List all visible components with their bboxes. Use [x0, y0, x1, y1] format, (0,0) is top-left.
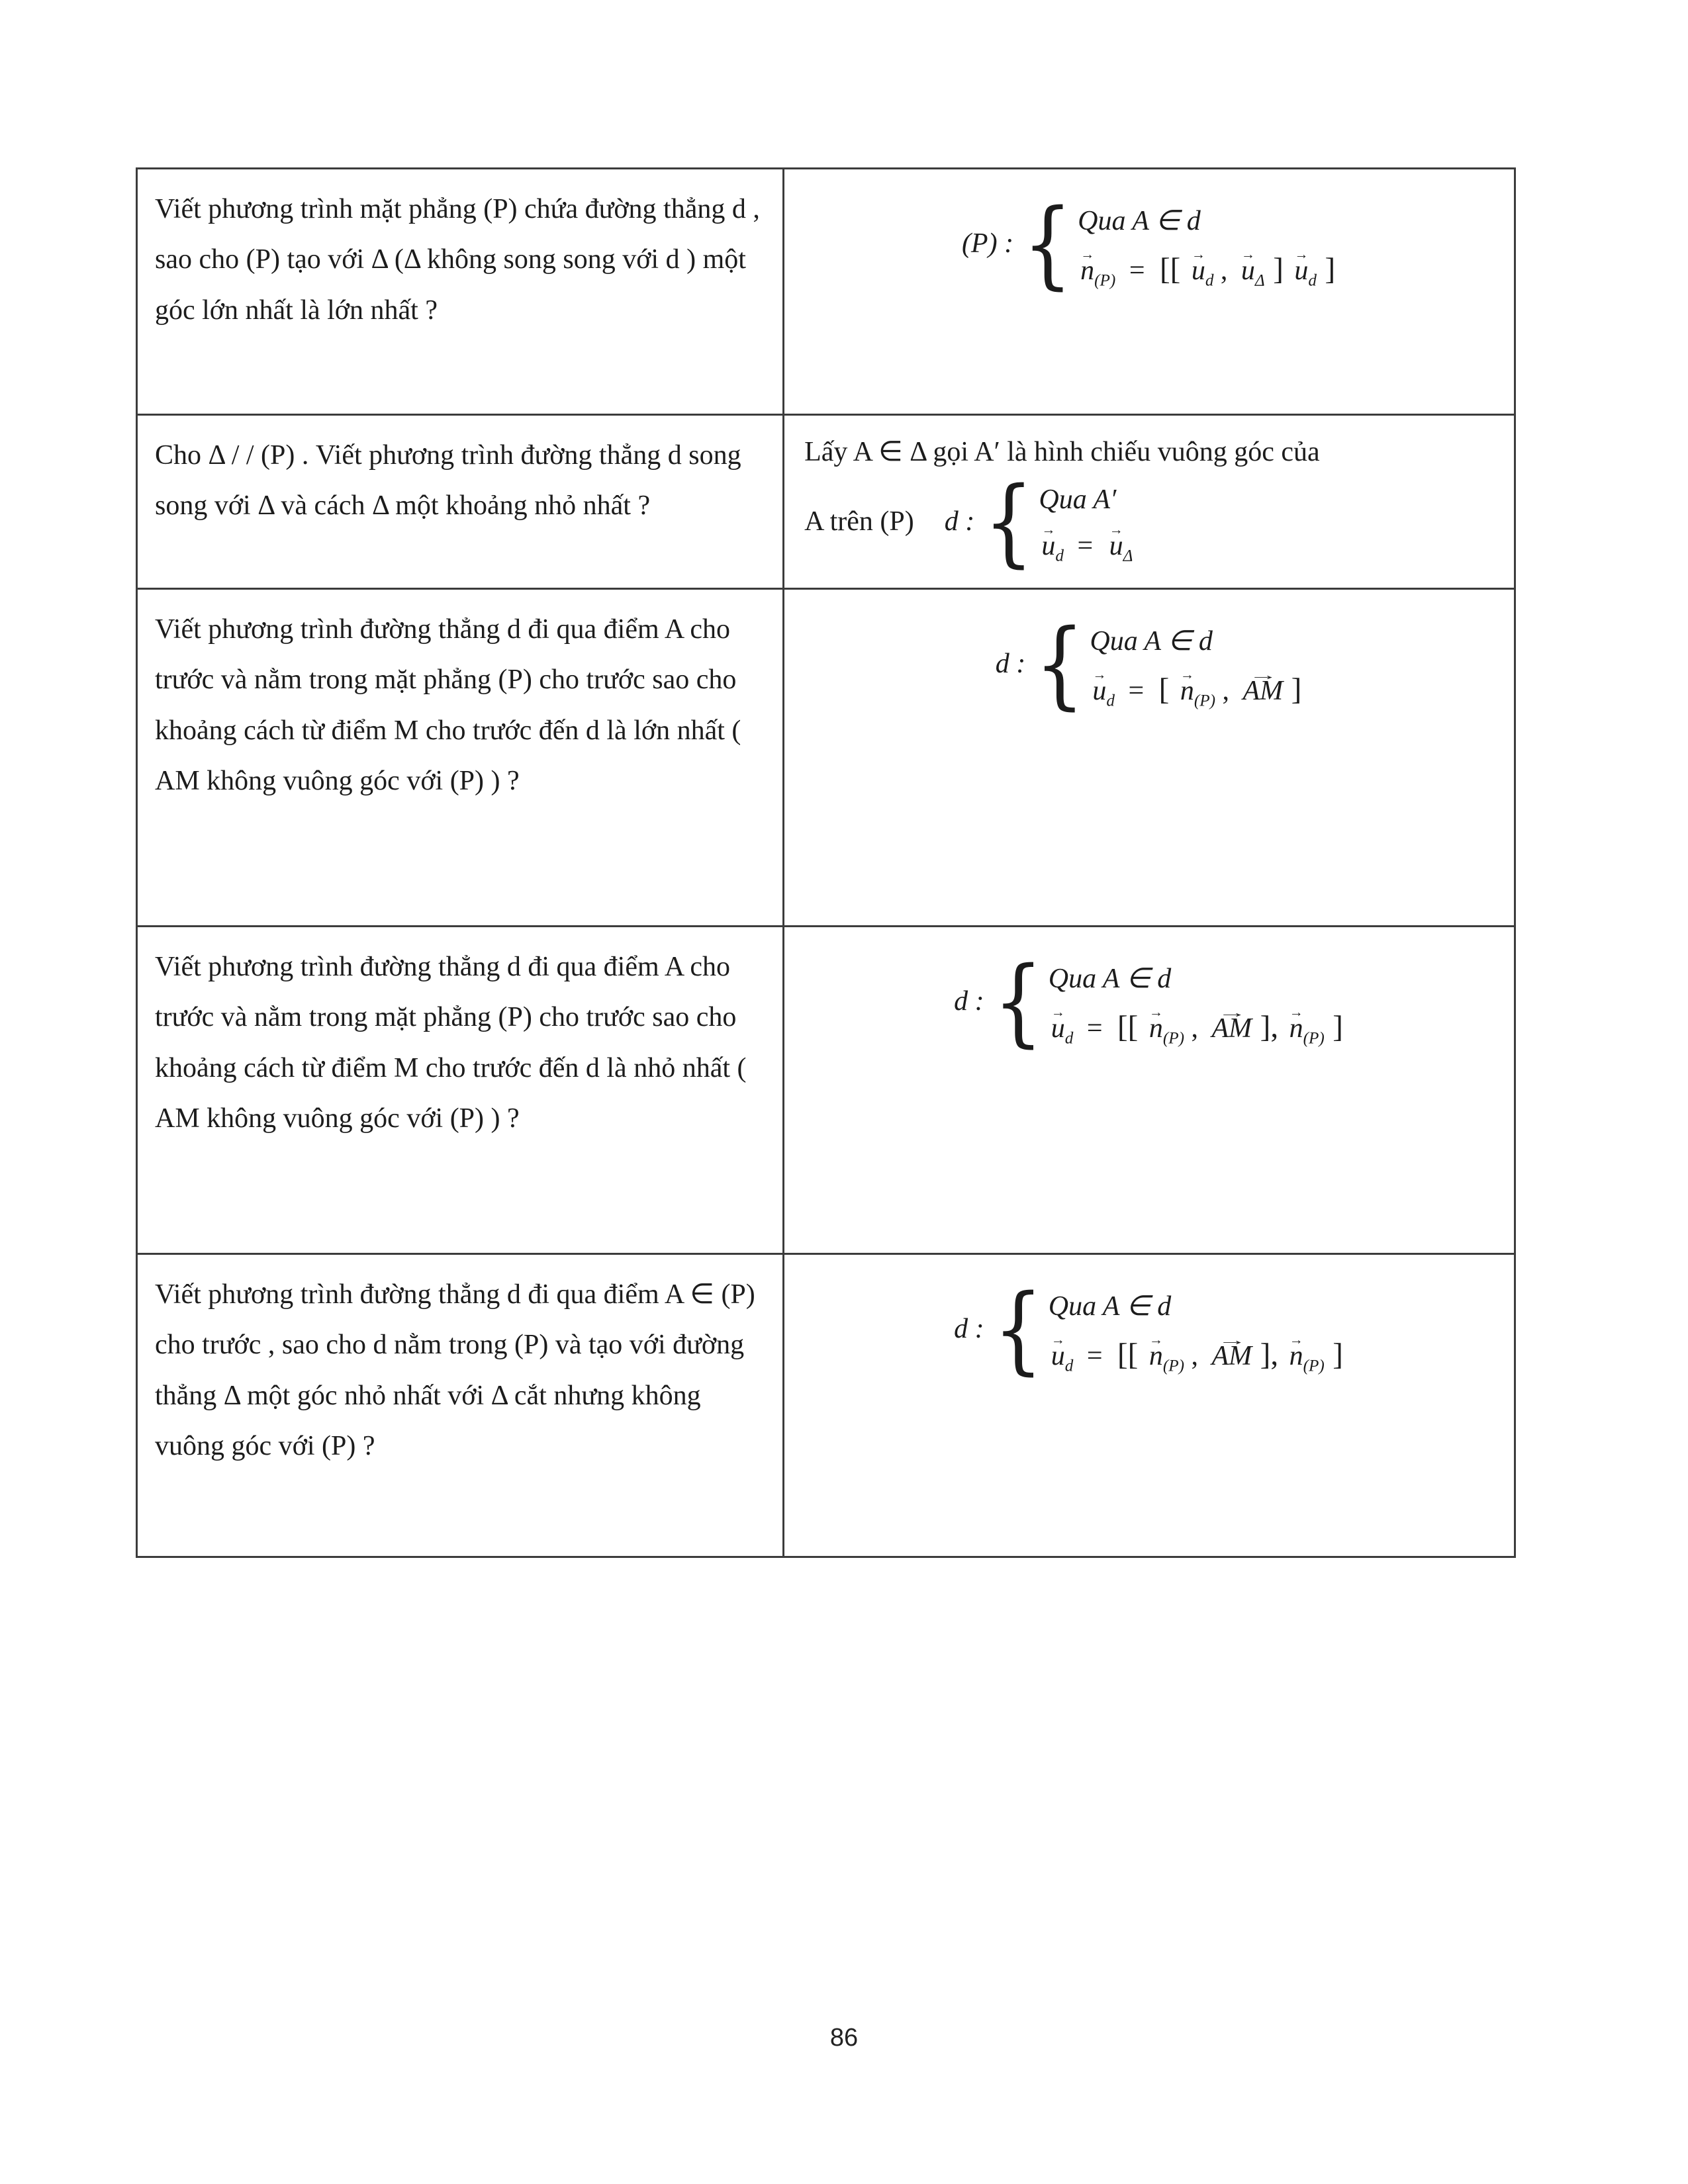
vector-symbol: u →: [1041, 530, 1055, 562]
problem-cell: [138, 927, 784, 1253]
vector-symbol: u →: [1241, 255, 1255, 287]
solution-cell: [784, 416, 1514, 588]
solution-cell: [784, 590, 1514, 925]
open-bracket: [: [1158, 672, 1170, 707]
case-line-2: [1049, 1337, 1344, 1375]
case-line-2: [1090, 672, 1303, 710]
cases-lines: [1049, 955, 1344, 1048]
solution-formula: [961, 187, 1336, 300]
comma: ,: [1220, 255, 1228, 286]
equals-sign: =: [1129, 255, 1145, 286]
equals-sign: =: [1077, 531, 1094, 561]
subscript: d: [1106, 692, 1115, 710]
solution-line: [804, 465, 1494, 577]
vector-symbol: u →: [1051, 1013, 1065, 1044]
case-line-1: Qua A ∈ d: [1090, 626, 1213, 657]
subscript: (P): [1094, 271, 1116, 290]
subscript: d: [1064, 1357, 1074, 1375]
cases-brace: {: [984, 465, 1034, 577]
vector-symbol: n →: [1149, 1340, 1163, 1372]
formula-label: d :: [954, 986, 984, 1017]
cases-brace: {: [1035, 608, 1085, 720]
open-bracket: [[: [1117, 1010, 1139, 1044]
solution-prefix-text: A trên (P): [804, 506, 914, 537]
equals-sign: =: [1128, 676, 1145, 706]
subscript: (P): [1303, 1357, 1325, 1375]
table-row: [138, 1255, 1514, 1556]
vector-symbol: n →: [1080, 255, 1094, 287]
problems-table: [136, 167, 1516, 1558]
solution-intro-text: Lấy A ∈ Δ gọi A′ là hình chiếu vuông góc của: [804, 437, 1320, 467]
cases-lines: [1039, 477, 1133, 565]
problem-text: Cho Δ / / (P) . Viết phương trình đường thẳng d song song với Δ và cách Δ một khoảng nhỏ nhất ?: [155, 440, 741, 522]
case-line-1: Qua A ∈ d: [1048, 1291, 1172, 1322]
cases-brace: {: [1023, 187, 1073, 300]
cases-lines: [1049, 1283, 1344, 1375]
case-line-2: [1039, 530, 1133, 565]
vector-symbol: u →: [1109, 530, 1123, 562]
close-bracket: ]: [1325, 252, 1336, 287]
subscript: Δ: [1123, 547, 1133, 565]
close-bracket: ]: [1333, 1010, 1343, 1044]
case-line-1: Qua A ∈ d: [1078, 206, 1201, 236]
solution-formula: [804, 432, 1494, 577]
mid-bracket: ],: [1260, 1338, 1279, 1372]
subscript: (P): [1162, 1357, 1185, 1375]
solution-formula: [954, 945, 1344, 1058]
solution-formula: [995, 608, 1303, 720]
subscript: d: [1308, 271, 1317, 290]
problem-text: Viết phương trình đường thẳng d đi qua điểm A cho trước và nằm trong mặt phẳng (P) cho trước sao cho khoảng cách từ điểm M cho trước đến d là lớn nhất ( AM không vuông góc với (P) ) ?: [155, 614, 741, 797]
vector-symbol: u →: [1092, 675, 1106, 707]
mid-bracket: ]: [1273, 252, 1284, 287]
comma: ,: [1191, 1013, 1199, 1044]
solution-cell: [784, 169, 1514, 414]
cases-lines: [1090, 617, 1303, 710]
formula-label: d :: [954, 1314, 984, 1345]
table-row: [138, 927, 1514, 1255]
solution-cell: [784, 927, 1514, 1253]
open-bracket: [[: [1117, 1338, 1139, 1372]
subscript: d: [1205, 271, 1214, 290]
cases-brace: {: [993, 1273, 1043, 1385]
problem-cell: [138, 169, 784, 414]
table-row: [138, 416, 1514, 590]
close-bracket: ]: [1333, 1338, 1343, 1372]
vector-symbol: n →: [1289, 1013, 1303, 1044]
solution-formula: [954, 1273, 1344, 1385]
problem-text: Viết phương trình đường thẳng d đi qua điểm A ∈ (P) cho trước , sao cho d nằm trong (P) và tạo với đường thẳng Δ một góc nhỏ nhất với Δ cắt nhưng không vuông góc với (P) ?: [155, 1279, 755, 1462]
open-bracket: [[: [1160, 252, 1181, 287]
close-bracket: ]: [1291, 672, 1302, 707]
formula-label: d :: [995, 649, 1026, 680]
table-row: [138, 590, 1514, 927]
cases-brace: {: [993, 945, 1043, 1058]
subscript: (P): [1303, 1029, 1325, 1048]
subscript: (P): [1194, 692, 1215, 710]
solution-cell: [784, 1255, 1514, 1556]
table-row: [138, 169, 1514, 416]
vector-symbol: u →: [1294, 255, 1308, 287]
subscript: Δ: [1254, 271, 1265, 290]
subscript: d: [1055, 547, 1064, 565]
formula-label: (P) :: [961, 228, 1014, 259]
cases-lines: [1078, 197, 1336, 290]
problem-cell: [138, 416, 784, 588]
comma: ,: [1191, 1341, 1199, 1371]
case-line-1: Qua A ∈ d: [1048, 964, 1172, 994]
vector-symbol: u →: [1192, 255, 1205, 287]
case-line-1: Qua A′: [1039, 484, 1117, 515]
problem-text: Viết phương trình mặt phẳng (P) chứa đường thẳng d , sao cho (P) tạo với Δ (Δ không song song với d ) một góc lớn nhất là lớn nhất ?: [155, 194, 760, 326]
comma: ,: [1222, 676, 1229, 706]
case-line-2: [1078, 251, 1336, 290]
vector-symbol: AM →: [1243, 675, 1283, 707]
vector-symbol: n →: [1180, 675, 1194, 707]
equals-sign: =: [1086, 1013, 1103, 1044]
subscript: (P): [1162, 1029, 1185, 1048]
vector-symbol: AM →: [1212, 1340, 1252, 1372]
subscript: d: [1064, 1029, 1074, 1048]
problem-text: Viết phương trình đường thẳng d đi qua điểm A cho trước và nằm trong mặt phẳng (P) cho trước sao cho khoảng cách từ điểm M cho trước đến d là nhỏ nhất ( AM không vuông góc với (P) ) ?: [155, 952, 747, 1134]
vector-symbol: n →: [1149, 1013, 1163, 1044]
cases-formula: [944, 465, 1133, 577]
mid-bracket: ],: [1260, 1010, 1279, 1044]
case-line-2: [1049, 1009, 1344, 1048]
vector-symbol: AM →: [1212, 1013, 1252, 1044]
vector-symbol: u →: [1051, 1340, 1065, 1372]
problem-cell: [138, 1255, 784, 1556]
problem-cell: [138, 590, 784, 925]
formula-label: d :: [944, 506, 975, 537]
vector-symbol: n →: [1289, 1340, 1303, 1372]
equals-sign: =: [1086, 1341, 1103, 1371]
page-number: 86: [829, 2024, 859, 2052]
